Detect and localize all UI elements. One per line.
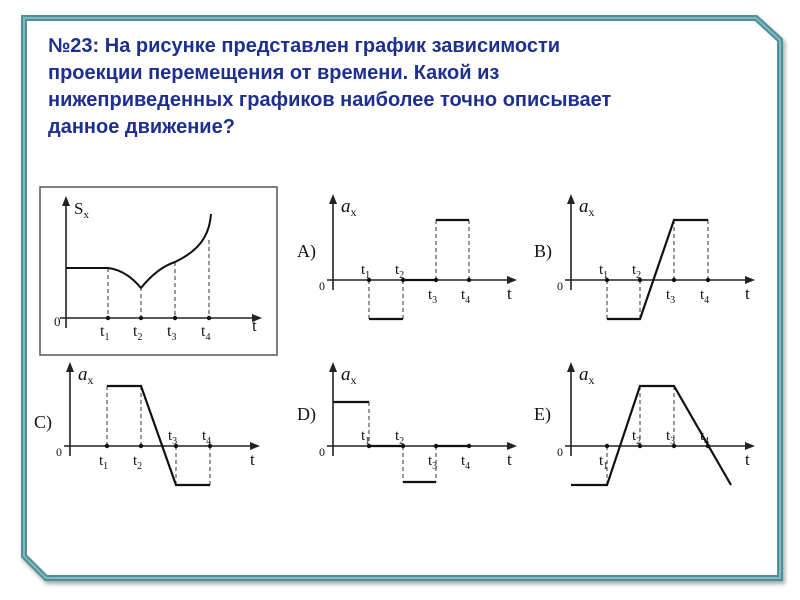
given-graph-tick-label: $t_3$ — [167, 323, 177, 343]
option-origin: 0 — [319, 279, 325, 293]
option-y-label: $a_x$ — [341, 196, 357, 219]
given-graph-tick-label: $t_4$ — [201, 323, 211, 343]
option-a — [297, 194, 517, 319]
option-tick-label: $t_2$ — [395, 428, 405, 447]
question-line: данное движение? — [48, 116, 235, 138]
option-letter: B) — [534, 241, 552, 261]
option-tick — [605, 444, 609, 448]
option-letter: D) — [297, 404, 316, 424]
option-tick-label: $t_2$ — [632, 428, 642, 447]
option-d-x-arrow — [507, 442, 517, 450]
option-y-label: $a_x$ — [341, 364, 357, 387]
option-a-x-arrow — [507, 276, 517, 284]
option-tick — [139, 444, 143, 448]
option-tick-label: $t_3$ — [168, 428, 178, 447]
option-tick-label: $t_3$ — [666, 287, 676, 306]
option-tick-label: $t_3$ — [666, 428, 676, 447]
option-tick-label: $t_4$ — [461, 453, 471, 472]
option-tick-label: $t_3$ — [428, 287, 438, 306]
option-x-label: t — [745, 284, 750, 303]
option-origin: 0 — [319, 445, 325, 459]
option-curve — [107, 386, 210, 485]
option-tick — [434, 444, 438, 448]
option-x-label: t — [250, 450, 255, 469]
option-b-x-arrow — [745, 276, 755, 284]
option-y-label: $a_x$ — [579, 364, 595, 387]
given-graph-tick-label: $t_1$ — [100, 323, 110, 343]
given-graph-origin: 0 — [54, 314, 61, 329]
option-tick-label: $t_1$ — [99, 453, 109, 472]
option-tick-label: $t_1$ — [599, 262, 609, 281]
option-tick-label: $t_4$ — [700, 287, 710, 306]
given-graph-y-label: $S_x$ — [74, 199, 89, 221]
option-x-label: t — [507, 450, 512, 469]
option-y-label: $a_x$ — [579, 196, 595, 219]
option-c-y-arrow — [66, 362, 74, 372]
option-tick — [467, 444, 471, 448]
question-line: №23: На рисунке представлен график зависимости — [48, 35, 561, 57]
option-x-label: t — [745, 450, 750, 469]
question-line: нижеприведенных графиков наиболее точно описывает — [48, 89, 612, 111]
option-tick-label: $t_2$ — [133, 453, 143, 472]
option-e — [534, 362, 755, 485]
option-tick — [467, 278, 471, 282]
option-curve — [369, 220, 469, 319]
option-letter: C) — [34, 412, 52, 432]
option-b-y-arrow — [567, 194, 575, 204]
option-tick-label: $t_1$ — [599, 453, 609, 472]
option-c — [34, 362, 260, 485]
option-tick — [706, 278, 710, 282]
option-origin: 0 — [557, 279, 563, 293]
option-c-x-arrow — [250, 442, 260, 450]
question-line: проекции перемещения от времени. Какой из — [48, 62, 500, 84]
given-graph-x-label: t — [252, 316, 257, 335]
given-graph-tick-label: $t_2$ — [133, 323, 143, 343]
option-a-y-arrow — [329, 194, 337, 204]
option-e-y-arrow — [567, 362, 575, 372]
option-d-y-arrow — [329, 362, 337, 372]
option-e-x-arrow — [745, 442, 755, 450]
option-tick-label: $t_4$ — [461, 287, 471, 306]
given-graph — [40, 187, 277, 355]
option-letter: A) — [297, 241, 316, 261]
option-origin: 0 — [56, 445, 62, 459]
option-tick — [672, 278, 676, 282]
option-tick-label: $t_2$ — [632, 262, 642, 281]
option-b — [534, 194, 755, 319]
option-tick-label: $t_4$ — [202, 428, 212, 447]
option-x-label: t — [507, 284, 512, 303]
option-y-label: $a_x$ — [78, 364, 94, 387]
option-tick — [105, 444, 109, 448]
option-tick-label: $t_2$ — [395, 262, 405, 281]
option-tick-label: $t_1$ — [361, 428, 371, 447]
option-tick-label: $t_1$ — [361, 262, 371, 281]
option-tick-label: $t_3$ — [428, 453, 438, 472]
option-curve — [607, 220, 708, 319]
option-tick-label: $t_4$ — [700, 428, 710, 447]
option-tick — [434, 278, 438, 282]
option-origin: 0 — [557, 445, 563, 459]
option-d — [297, 362, 517, 482]
option-letter: E) — [534, 404, 551, 424]
